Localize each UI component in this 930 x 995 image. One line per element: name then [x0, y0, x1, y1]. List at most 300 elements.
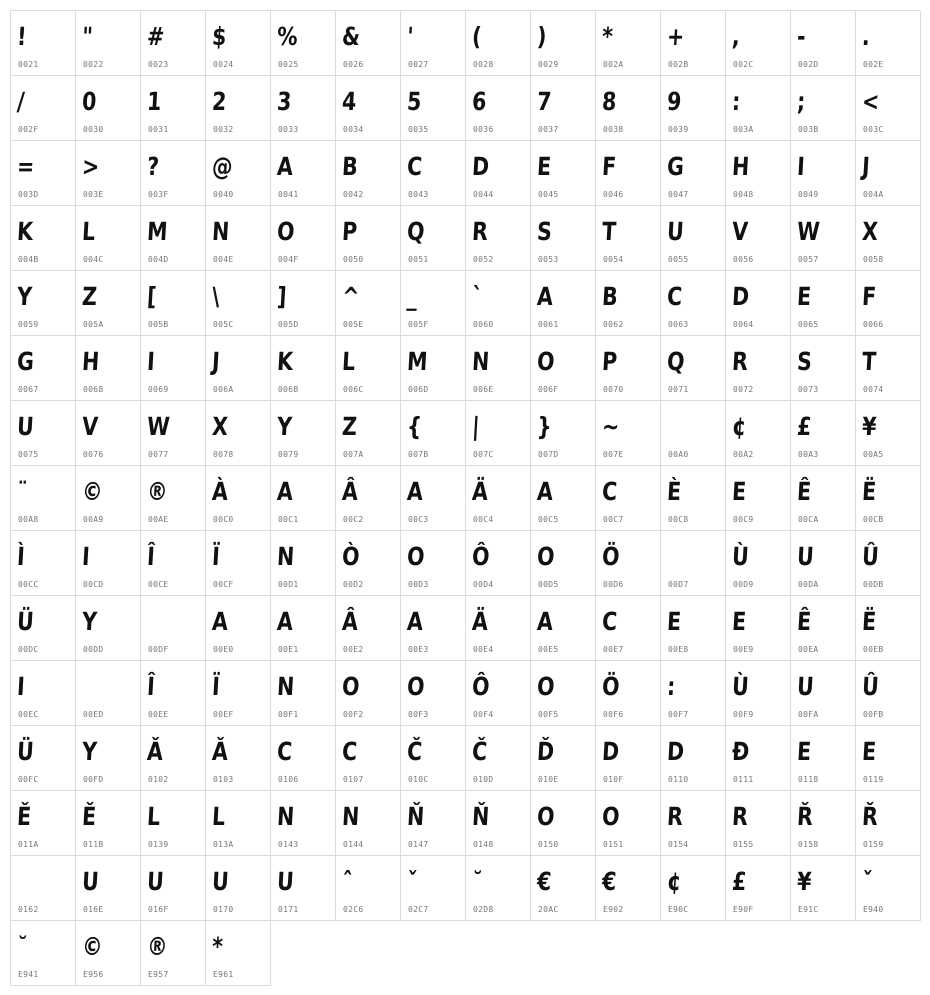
- glyph-codepoint: E90C: [668, 905, 689, 914]
- glyph-cell: [206, 206, 271, 271]
- glyph-cell: [336, 76, 401, 141]
- glyph-cell: [11, 336, 76, 401]
- glyph-char: O: [276, 217, 296, 246]
- glyph-codepoint: 004E: [213, 255, 234, 264]
- glyph-codepoint: E940: [863, 905, 884, 914]
- glyph-cell: [856, 596, 921, 661]
- glyph-cell: [76, 206, 141, 271]
- glyph-char: .: [861, 22, 871, 51]
- glyph-cell: [661, 596, 726, 661]
- glyph-cell: [531, 531, 596, 596]
- glyph-codepoint: 005C: [213, 320, 234, 329]
- glyph-char: Ǎ: [146, 737, 164, 766]
- glyph-char: &: [341, 22, 361, 51]
- glyph-codepoint: 0040: [213, 190, 234, 199]
- glyph-char: /: [16, 87, 26, 116]
- glyph-cell: [531, 856, 596, 921]
- glyph-codepoint: 011A: [18, 840, 39, 849]
- glyph-char: R: [731, 802, 749, 831]
- glyph-codepoint: 0039: [668, 125, 689, 134]
- glyph-cell: [11, 466, 76, 531]
- glyph-codepoint: 0036: [473, 125, 494, 134]
- glyph-cell: [466, 531, 531, 596]
- glyph-cell: [466, 401, 531, 466]
- glyph-char: !: [16, 22, 28, 51]
- glyph-char: V: [81, 412, 99, 441]
- glyph-codepoint: 0024: [213, 60, 234, 69]
- glyph-char: 0: [81, 87, 98, 116]
- glyph-cell: [531, 336, 596, 401]
- glyph-char: G: [16, 347, 35, 376]
- glyph-codepoint: 0026: [343, 60, 364, 69]
- glyph-char: Ö: [601, 542, 621, 571]
- glyph-codepoint: 0041: [278, 190, 299, 199]
- glyph-cell: [76, 726, 141, 791]
- glyph-codepoint: 00DC: [18, 645, 39, 654]
- glyph-codepoint: 0069: [148, 385, 169, 394]
- glyph-cell: [791, 596, 856, 661]
- glyph-cell: [336, 531, 401, 596]
- glyph-codepoint: 0102: [148, 775, 169, 784]
- glyph-cell: [206, 466, 271, 531]
- glyph-codepoint: 004D: [148, 255, 169, 264]
- glyph-codepoint: 0150: [538, 840, 559, 849]
- glyph-char: Z: [81, 282, 98, 311]
- glyph-cell: [141, 596, 206, 661]
- glyph-codepoint: 0042: [343, 190, 364, 199]
- glyph-cell: [466, 271, 531, 336]
- glyph-cell: [791, 661, 856, 726]
- glyph-char: E: [666, 607, 682, 636]
- glyph-char: O: [536, 542, 556, 571]
- glyph-codepoint: 00E4: [473, 645, 494, 654]
- glyph-codepoint: 0076: [83, 450, 104, 459]
- glyph-codepoint: 010E: [538, 775, 559, 784]
- glyph-cell: [856, 206, 921, 271]
- glyph-char: =: [16, 152, 36, 181]
- glyph-cell: [791, 141, 856, 206]
- glyph-char: E: [861, 737, 877, 766]
- glyph-cell: [791, 76, 856, 141]
- glyph-char: #: [146, 22, 166, 51]
- glyph-cell: [661, 466, 726, 531]
- glyph-cell: [466, 466, 531, 531]
- glyph-char: U: [146, 867, 165, 896]
- glyph-codepoint: 00E1: [278, 645, 299, 654]
- glyph-codepoint: 00CD: [83, 580, 104, 589]
- glyph-cell: [271, 141, 336, 206]
- glyph-char: 2: [211, 87, 228, 116]
- glyph-cell: [76, 921, 141, 986]
- glyph-cell: [531, 206, 596, 271]
- glyph-cell: [661, 141, 726, 206]
- glyph-char: I: [146, 347, 156, 376]
- glyph-char: Â: [341, 477, 359, 506]
- glyph-char: Č: [471, 737, 488, 766]
- glyph-char: ˘: [16, 932, 29, 961]
- glyph-cell: [531, 661, 596, 726]
- glyph-codepoint: 00CC: [18, 580, 39, 589]
- glyph-cell: [141, 466, 206, 531]
- glyph-char: |: [471, 412, 481, 441]
- glyph-cell: [401, 336, 466, 401]
- glyph-cell: [791, 206, 856, 271]
- glyph-char: 3: [276, 87, 293, 116]
- glyph-char: U: [16, 412, 35, 441]
- glyph-char: Â: [341, 607, 359, 636]
- glyph-cell: [531, 141, 596, 206]
- glyph-codepoint: 002D: [798, 60, 819, 69]
- glyph-codepoint: 0151: [603, 840, 624, 849]
- glyph-codepoint: 00E3: [408, 645, 429, 654]
- glyph-codepoint: 00FA: [798, 710, 819, 719]
- glyph-codepoint: 0159: [863, 840, 884, 849]
- glyph-char: Y: [16, 282, 33, 311]
- glyph-char: A: [276, 607, 294, 636]
- glyph-char: E: [796, 737, 812, 766]
- glyph-codepoint: E941: [18, 970, 39, 979]
- glyph-codepoint: 010F: [603, 775, 624, 784]
- glyph-cell: [271, 271, 336, 336]
- glyph-cell: [206, 141, 271, 206]
- glyph-char: D: [731, 282, 750, 311]
- glyph-codepoint: 20AC: [538, 905, 559, 914]
- glyph-codepoint: 0143: [278, 840, 299, 849]
- glyph-codepoint: 0119: [863, 775, 884, 784]
- glyph-cell: [661, 726, 726, 791]
- glyph-cell: [856, 76, 921, 141]
- glyph-codepoint: 00E7: [603, 645, 624, 654]
- glyph-codepoint: 00C5: [538, 515, 559, 524]
- glyph-codepoint: 0062: [603, 320, 624, 329]
- glyph-char: A: [211, 607, 229, 636]
- glyph-codepoint: 0025: [278, 60, 299, 69]
- glyph-cell: [401, 401, 466, 466]
- glyph-char: Ä: [471, 607, 489, 636]
- glyph-cell: [141, 336, 206, 401]
- glyph-codepoint: 0148: [473, 840, 494, 849]
- glyph-codepoint: 002A: [603, 60, 624, 69]
- glyph-codepoint: 00CF: [213, 580, 234, 589]
- glyph-cell: [336, 11, 401, 76]
- glyph-codepoint: 0023: [148, 60, 169, 69]
- glyph-codepoint: 0103: [213, 775, 234, 784]
- glyph-cell: [596, 596, 661, 661]
- glyph-codepoint: 0064: [733, 320, 754, 329]
- glyph-char: ¢: [666, 867, 683, 896]
- glyph-cell: [401, 596, 466, 661]
- glyph-codepoint: 00C9: [733, 515, 754, 524]
- glyph-cell: [531, 791, 596, 856]
- glyph-codepoint: 00E8: [668, 645, 689, 654]
- glyph-codepoint: 007C: [473, 450, 494, 459]
- glyph-codepoint: 007B: [408, 450, 429, 459]
- glyph-codepoint: 00ED: [83, 710, 104, 719]
- glyph-char: U: [666, 217, 685, 246]
- glyph-codepoint: 0066: [863, 320, 884, 329]
- glyph-cell: [401, 726, 466, 791]
- glyph-char: N: [471, 347, 491, 376]
- glyph-cell: [401, 466, 466, 531]
- glyph-codepoint: 00A2: [733, 450, 754, 459]
- glyph-codepoint: 004C: [83, 255, 104, 264]
- glyph-char: ,: [731, 22, 741, 51]
- glyph-char: D: [601, 737, 620, 766]
- glyph-char: (: [471, 22, 483, 51]
- glyph-cell: [791, 466, 856, 531]
- glyph-cell: [791, 791, 856, 856]
- glyph-cell: [11, 596, 76, 661]
- glyph-char: À: [211, 477, 229, 506]
- glyph-char: X: [211, 412, 229, 441]
- glyph-char: :: [666, 672, 677, 701]
- glyph-char: ˆ: [341, 867, 354, 896]
- glyph-codepoint: 003F: [148, 190, 169, 199]
- glyph-codepoint: 002B: [668, 60, 689, 69]
- glyph-char: €: [601, 867, 618, 896]
- glyph-char: Î: [146, 542, 156, 571]
- glyph-cell: [596, 661, 661, 726]
- glyph-char: O: [406, 542, 426, 571]
- glyph-codepoint: 016E: [83, 905, 104, 914]
- glyph-cell: [856, 791, 921, 856]
- glyph-cell: [76, 531, 141, 596]
- glyph-codepoint: 00C2: [343, 515, 364, 524]
- glyph-cell: [726, 76, 791, 141]
- glyph-cell: [76, 791, 141, 856]
- glyph-cell: [726, 531, 791, 596]
- glyph-cell: [336, 856, 401, 921]
- glyph-codepoint: 0050: [343, 255, 364, 264]
- glyph-char: Ü: [16, 737, 35, 766]
- glyph-char: I: [16, 672, 26, 701]
- glyph-codepoint: E956: [83, 970, 104, 979]
- glyph-codepoint: 0070: [603, 385, 624, 394]
- glyph-char: ®: [146, 932, 169, 961]
- glyph-cell: [141, 11, 206, 76]
- glyph-cell: [596, 11, 661, 76]
- glyph-cell: [271, 596, 336, 661]
- glyph-char: U: [796, 542, 815, 571]
- glyph-cell: [856, 661, 921, 726]
- glyph-codepoint: 00A3: [798, 450, 819, 459]
- glyph-codepoint: 00F1: [278, 710, 299, 719]
- glyph-codepoint: 011B: [83, 840, 104, 849]
- glyph-char: Ü: [16, 607, 35, 636]
- glyph-cell: [206, 401, 271, 466]
- glyph-codepoint: 0044: [473, 190, 494, 199]
- glyph-cell: [596, 856, 661, 921]
- glyph-codepoint: 006D: [408, 385, 429, 394]
- glyph-cell: [726, 206, 791, 271]
- glyph-char: C: [601, 477, 618, 506]
- glyph-codepoint: 0072: [733, 385, 754, 394]
- glyph-codepoint: 0162: [18, 905, 39, 914]
- glyph-codepoint: 00D2: [343, 580, 364, 589]
- glyph-cell: [141, 401, 206, 466]
- glyph-codepoint: E91C: [798, 905, 819, 914]
- glyph-codepoint: 003B: [798, 125, 819, 134]
- glyph-codepoint: 00C3: [408, 515, 429, 524]
- glyph-codepoint: 00AE: [148, 515, 169, 524]
- glyph-char: A: [536, 282, 554, 311]
- glyph-char: 9: [666, 87, 683, 116]
- glyph-cell: [466, 726, 531, 791]
- glyph-char: W: [146, 412, 171, 441]
- glyph-char: L: [211, 802, 226, 831]
- glyph-cell: [11, 206, 76, 271]
- glyph-char: R: [471, 217, 489, 246]
- glyph-codepoint: 016F: [148, 905, 169, 914]
- glyph-char: ': [406, 22, 415, 51]
- glyph-char: ®: [146, 477, 169, 506]
- glyph-cell: [206, 76, 271, 141]
- glyph-char: Ň: [471, 802, 491, 831]
- glyph-codepoint: 002E: [863, 60, 884, 69]
- glyph-cell: [141, 531, 206, 596]
- glyph-char: U: [796, 672, 815, 701]
- glyph-grid: [10, 10, 920, 986]
- glyph-cell: [76, 661, 141, 726]
- glyph-codepoint: 005F: [408, 320, 429, 329]
- glyph-cell: [856, 11, 921, 76]
- glyph-codepoint: 00D9: [733, 580, 754, 589]
- glyph-cell: [11, 726, 76, 791]
- glyph-char: Ë: [861, 607, 877, 636]
- glyph-codepoint: 00F7: [668, 710, 689, 719]
- glyph-codepoint: 00C1: [278, 515, 299, 524]
- glyph-codepoint: 0110: [668, 775, 689, 784]
- glyph-char: E: [731, 607, 747, 636]
- glyph-codepoint: 0154: [668, 840, 689, 849]
- glyph-cell: [596, 141, 661, 206]
- glyph-char: U: [276, 867, 295, 896]
- glyph-codepoint: 02C7: [408, 905, 429, 914]
- glyph-cell: [336, 661, 401, 726]
- glyph-codepoint: 0022: [83, 60, 104, 69]
- glyph-cell: [76, 271, 141, 336]
- glyph-char: E: [731, 477, 747, 506]
- glyph-codepoint: 0021: [18, 60, 39, 69]
- glyph-cell: [206, 596, 271, 661]
- glyph-char: Ï: [211, 542, 221, 571]
- glyph-char: %: [276, 22, 299, 51]
- glyph-cell: [856, 726, 921, 791]
- glyph-codepoint: 00D1: [278, 580, 299, 589]
- glyph-char: -: [796, 22, 807, 51]
- glyph-cell: [141, 76, 206, 141]
- glyph-codepoint: 00FB: [863, 710, 884, 719]
- glyph-char: ©: [81, 932, 104, 961]
- glyph-char: N: [276, 672, 296, 701]
- glyph-char: {: [406, 412, 423, 441]
- glyph-codepoint: 0030: [83, 125, 104, 134]
- glyph-cell: [141, 141, 206, 206]
- glyph-char: Û: [861, 542, 880, 571]
- glyph-codepoint: 0034: [343, 125, 364, 134]
- glyph-codepoint: 0063: [668, 320, 689, 329]
- glyph-char: €: [536, 867, 553, 896]
- glyph-char: Ù: [731, 542, 750, 571]
- glyph-char: ¢: [731, 412, 748, 441]
- glyph-codepoint: 00F4: [473, 710, 494, 719]
- glyph-cell: [206, 661, 271, 726]
- glyph-cell: [11, 531, 76, 596]
- glyph-char: ˇ: [861, 867, 874, 896]
- glyph-cell: [206, 856, 271, 921]
- glyph-codepoint: 002C: [733, 60, 754, 69]
- glyph-cell: [76, 76, 141, 141]
- glyph-char: [: [146, 282, 158, 311]
- glyph-codepoint: 0027: [408, 60, 429, 69]
- glyph-codepoint: 0107: [343, 775, 364, 784]
- glyph-char: ?: [146, 152, 160, 181]
- glyph-codepoint: 00F9: [733, 710, 754, 719]
- glyph-cell: [466, 791, 531, 856]
- glyph-cell: [336, 791, 401, 856]
- glyph-char: Ň: [406, 802, 426, 831]
- glyph-char: C: [341, 737, 358, 766]
- glyph-cell: [206, 336, 271, 401]
- glyph-cell: [596, 466, 661, 531]
- glyph-char: 5: [406, 87, 423, 116]
- glyph-cell: [661, 11, 726, 76]
- glyph-codepoint: 0056: [733, 255, 754, 264]
- glyph-cell: [531, 466, 596, 531]
- glyph-char: T: [861, 347, 877, 376]
- glyph-char: O: [536, 672, 556, 701]
- glyph-cell: [401, 76, 466, 141]
- glyph-codepoint: 0068: [83, 385, 104, 394]
- glyph-char: M: [146, 217, 169, 246]
- glyph-codepoint: 005B: [148, 320, 169, 329]
- glyph-char: ˇ: [406, 867, 419, 896]
- glyph-cell: [141, 791, 206, 856]
- glyph-cell: [596, 76, 661, 141]
- glyph-char: @: [211, 152, 234, 181]
- glyph-char: `: [471, 282, 484, 311]
- glyph-codepoint: 00E9: [733, 645, 754, 654]
- glyph-cell: [76, 856, 141, 921]
- glyph-codepoint: 0111: [733, 775, 754, 784]
- glyph-cell: [11, 856, 76, 921]
- glyph-char: _: [406, 282, 419, 311]
- glyph-codepoint: 0060: [473, 320, 494, 329]
- glyph-codepoint: 0029: [538, 60, 559, 69]
- glyph-char: C: [406, 152, 423, 181]
- glyph-codepoint: 00CA: [798, 515, 819, 524]
- glyph-codepoint: 0158: [798, 840, 819, 849]
- glyph-char: C: [276, 737, 293, 766]
- glyph-codepoint: E902: [603, 905, 624, 914]
- glyph-codepoint: 006B: [278, 385, 299, 394]
- glyph-codepoint: 00D6: [603, 580, 624, 589]
- glyph-cell: [466, 661, 531, 726]
- glyph-cell: [856, 531, 921, 596]
- glyph-char: $: [211, 22, 228, 51]
- glyph-cell: [726, 466, 791, 531]
- glyph-codepoint: 00E2: [343, 645, 364, 654]
- glyph-codepoint: 00A5: [863, 450, 884, 459]
- glyph-char: A: [276, 477, 294, 506]
- glyph-char: T: [601, 217, 617, 246]
- glyph-cell: [271, 661, 336, 726]
- glyph-cell: [141, 856, 206, 921]
- glyph-codepoint: 006F: [538, 385, 559, 394]
- glyph-codepoint: 0074: [863, 385, 884, 394]
- glyph-codepoint: 0079: [278, 450, 299, 459]
- glyph-char: 4: [341, 87, 358, 116]
